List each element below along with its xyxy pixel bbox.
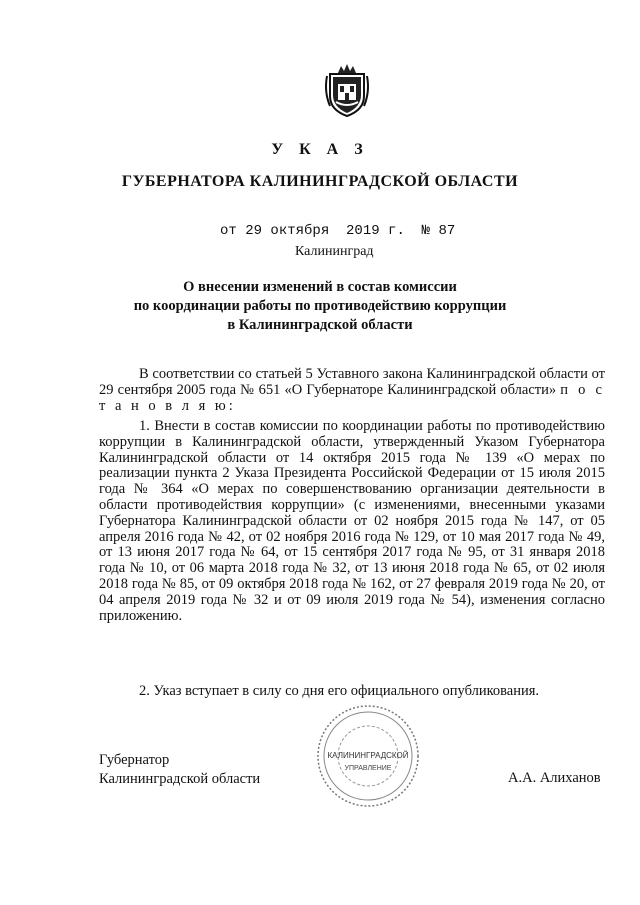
number-sign: №	[421, 223, 431, 239]
subject-line: О внесении изменений в состав комиссии	[183, 279, 457, 295]
decree-keyword: п о с т а н о в л я ю:	[99, 381, 605, 414]
document-type-title: У К А З	[271, 141, 369, 158]
city-name: Калининград	[295, 244, 374, 259]
item-2-paragraph	[99, 684, 605, 700]
intro-paragraph	[99, 367, 605, 414]
subject-line: в Калининградской области	[227, 317, 413, 333]
document-number: 87	[438, 223, 456, 239]
position-line: Калининградской области	[99, 771, 261, 787]
date-prefix: от	[220, 223, 237, 239]
signatory-position	[99, 751, 260, 789]
issuer-title: ГУБЕРНАТОРА КАЛИНИНГРАДСКОЙ ОБЛАСТИ	[121, 173, 519, 190]
coat-of-arms-icon	[322, 62, 372, 118]
official-seal-icon	[312, 700, 424, 812]
seal-text-line2: УПРАВЛЕНИЕ	[344, 765, 392, 772]
position-line: Губернатор	[99, 752, 170, 768]
date-line	[220, 223, 455, 239]
subject-line: по координации работы по противодействию коррупции	[133, 298, 507, 314]
document-date: 29 октября 2019 г.	[245, 223, 405, 239]
intro-text: В соответствии со статьей 5 Уставного закона Калининградской области от 29 сентября 2005 года № 651 «О Губернаторе Калининградской области»	[99, 366, 605, 398]
signatory-name: А.А. Алиханов	[508, 770, 601, 786]
item-1-paragraph	[99, 419, 605, 624]
item-2-text: 2. Указ вступает в силу со дня его официального опубликования.	[139, 683, 540, 699]
seal-text-line1: КАЛИНИНГРАДСКОЙ	[327, 751, 409, 760]
item-1-text: 1. Внести в состав комиссии по координации работы по противодействию коррупции в Калининградской области, утвержденный Указом Губернатора Калининградской области от 14 октября 2015 года № 139 «О мерах по реализации пункта 2 Указа Президента Российской Федерации от 15 июля 2015 года № 364 «О мерах по совершенствованию организации деятельности в области противодействия коррупции» (с изменениями, внесенными указами Губернатора Калининградской области от 02 ноября 2015 года № 147, от 05 апреля 2016 года № 42, от 02 ноября 2016 года № 129, от 10 мая 2017 года № 49, от 13 июня 2017 года № 64, от 15 сентября 2017 года № 95, от 31 января 2018 года № 10, от 06 марта 2018 года № 32, от 13 июня 2018 года № 65, от 02 июля 2018 года № 85, от 09 октября 2018 года № 162, от 27 февраля 2019 года № 20, от 04 апреля 2019 года № 32 и от 09 июля 2019 года № 54), изменения согласно приложению.	[99, 418, 605, 624]
document-subject	[0, 278, 640, 335]
